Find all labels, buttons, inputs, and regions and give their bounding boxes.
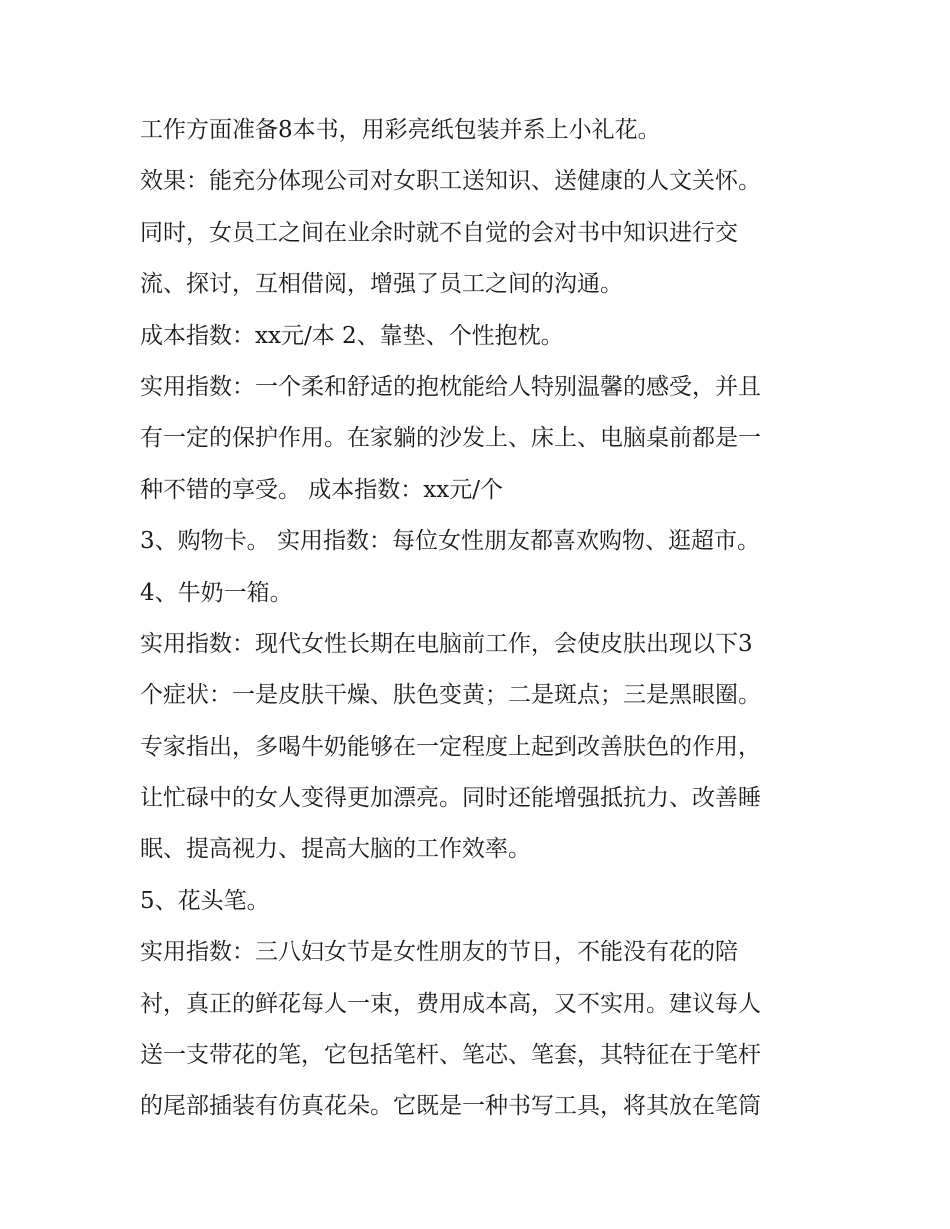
text-line-10: 4、牛奶一箱。 [140, 579, 293, 606]
text-line-9: 3、购物卡。 实用指数：每位女性朋友都喜欢购物、逛超市。 [140, 528, 760, 555]
text-line-1: 工作方面准备8本书，用彩亮纸包装并系上小礼花。 [140, 117, 661, 143]
text-line-6: 实用指数：一个柔和舒适的抱枕能给人特别温馨的感受，并且 [140, 373, 761, 400]
text-line-4: 流、探讨，互相借阅，增强了员工之间的沟通。 [140, 271, 623, 298]
text-line-16: 5、花头笔。 [140, 887, 270, 914]
text-line-17: 实用指数：三八妇女节是女性朋友的节日，不能没有花的陪 [140, 939, 738, 966]
text-line-20: 的尾部插装有仿真花朵。它既是一种书写工具，将其放在笔筒 [140, 1093, 761, 1120]
text-line-2: 效果：能充分体现公司对女职工送知识、送健康的人文关怀。 [140, 168, 761, 195]
text-line-11: 实用指数：现代女性长期在电脑前工作，会使皮肤出现以下3 [140, 630, 753, 657]
text-line-5: 成本指数：xx元/本 2、靠垫、个性抱枕。 [140, 322, 564, 349]
text-line-12: 个症状：一是皮肤干燥、肤色变黄；二是斑点；三是黑眼圈。 [140, 682, 761, 709]
text-line-8: 种不错的享受。 成本指数：xx元/个 [140, 476, 504, 503]
text-line-13: 专家指出，多喝牛奶能够在一定程度上起到改善肤色的作用， [140, 733, 761, 760]
text-line-3: 同时，女员工之间在业余时就不自觉的会对书中知识进行交 [140, 219, 738, 246]
text-line-15: 眠、提高视力、提高大脑的工作效率。 [140, 836, 531, 863]
text-line-18: 衬，真正的鲜花每人一束，费用成本高，又不实用。建议每人 [140, 990, 761, 1017]
text-line-19: 送一支带花的笔，它包括笔杆、笔芯、笔套，其特征在于笔杆 [140, 1042, 761, 1069]
text-line-14: 让忙碌中的女人变得更加漂亮。同时还能增强抵抗力、改善睡 [140, 785, 761, 812]
text-line-7: 有一定的保护作用。在家躺的沙发上、床上、电脑桌前都是一 [140, 425, 761, 452]
body-text [140, 108, 820, 1136]
